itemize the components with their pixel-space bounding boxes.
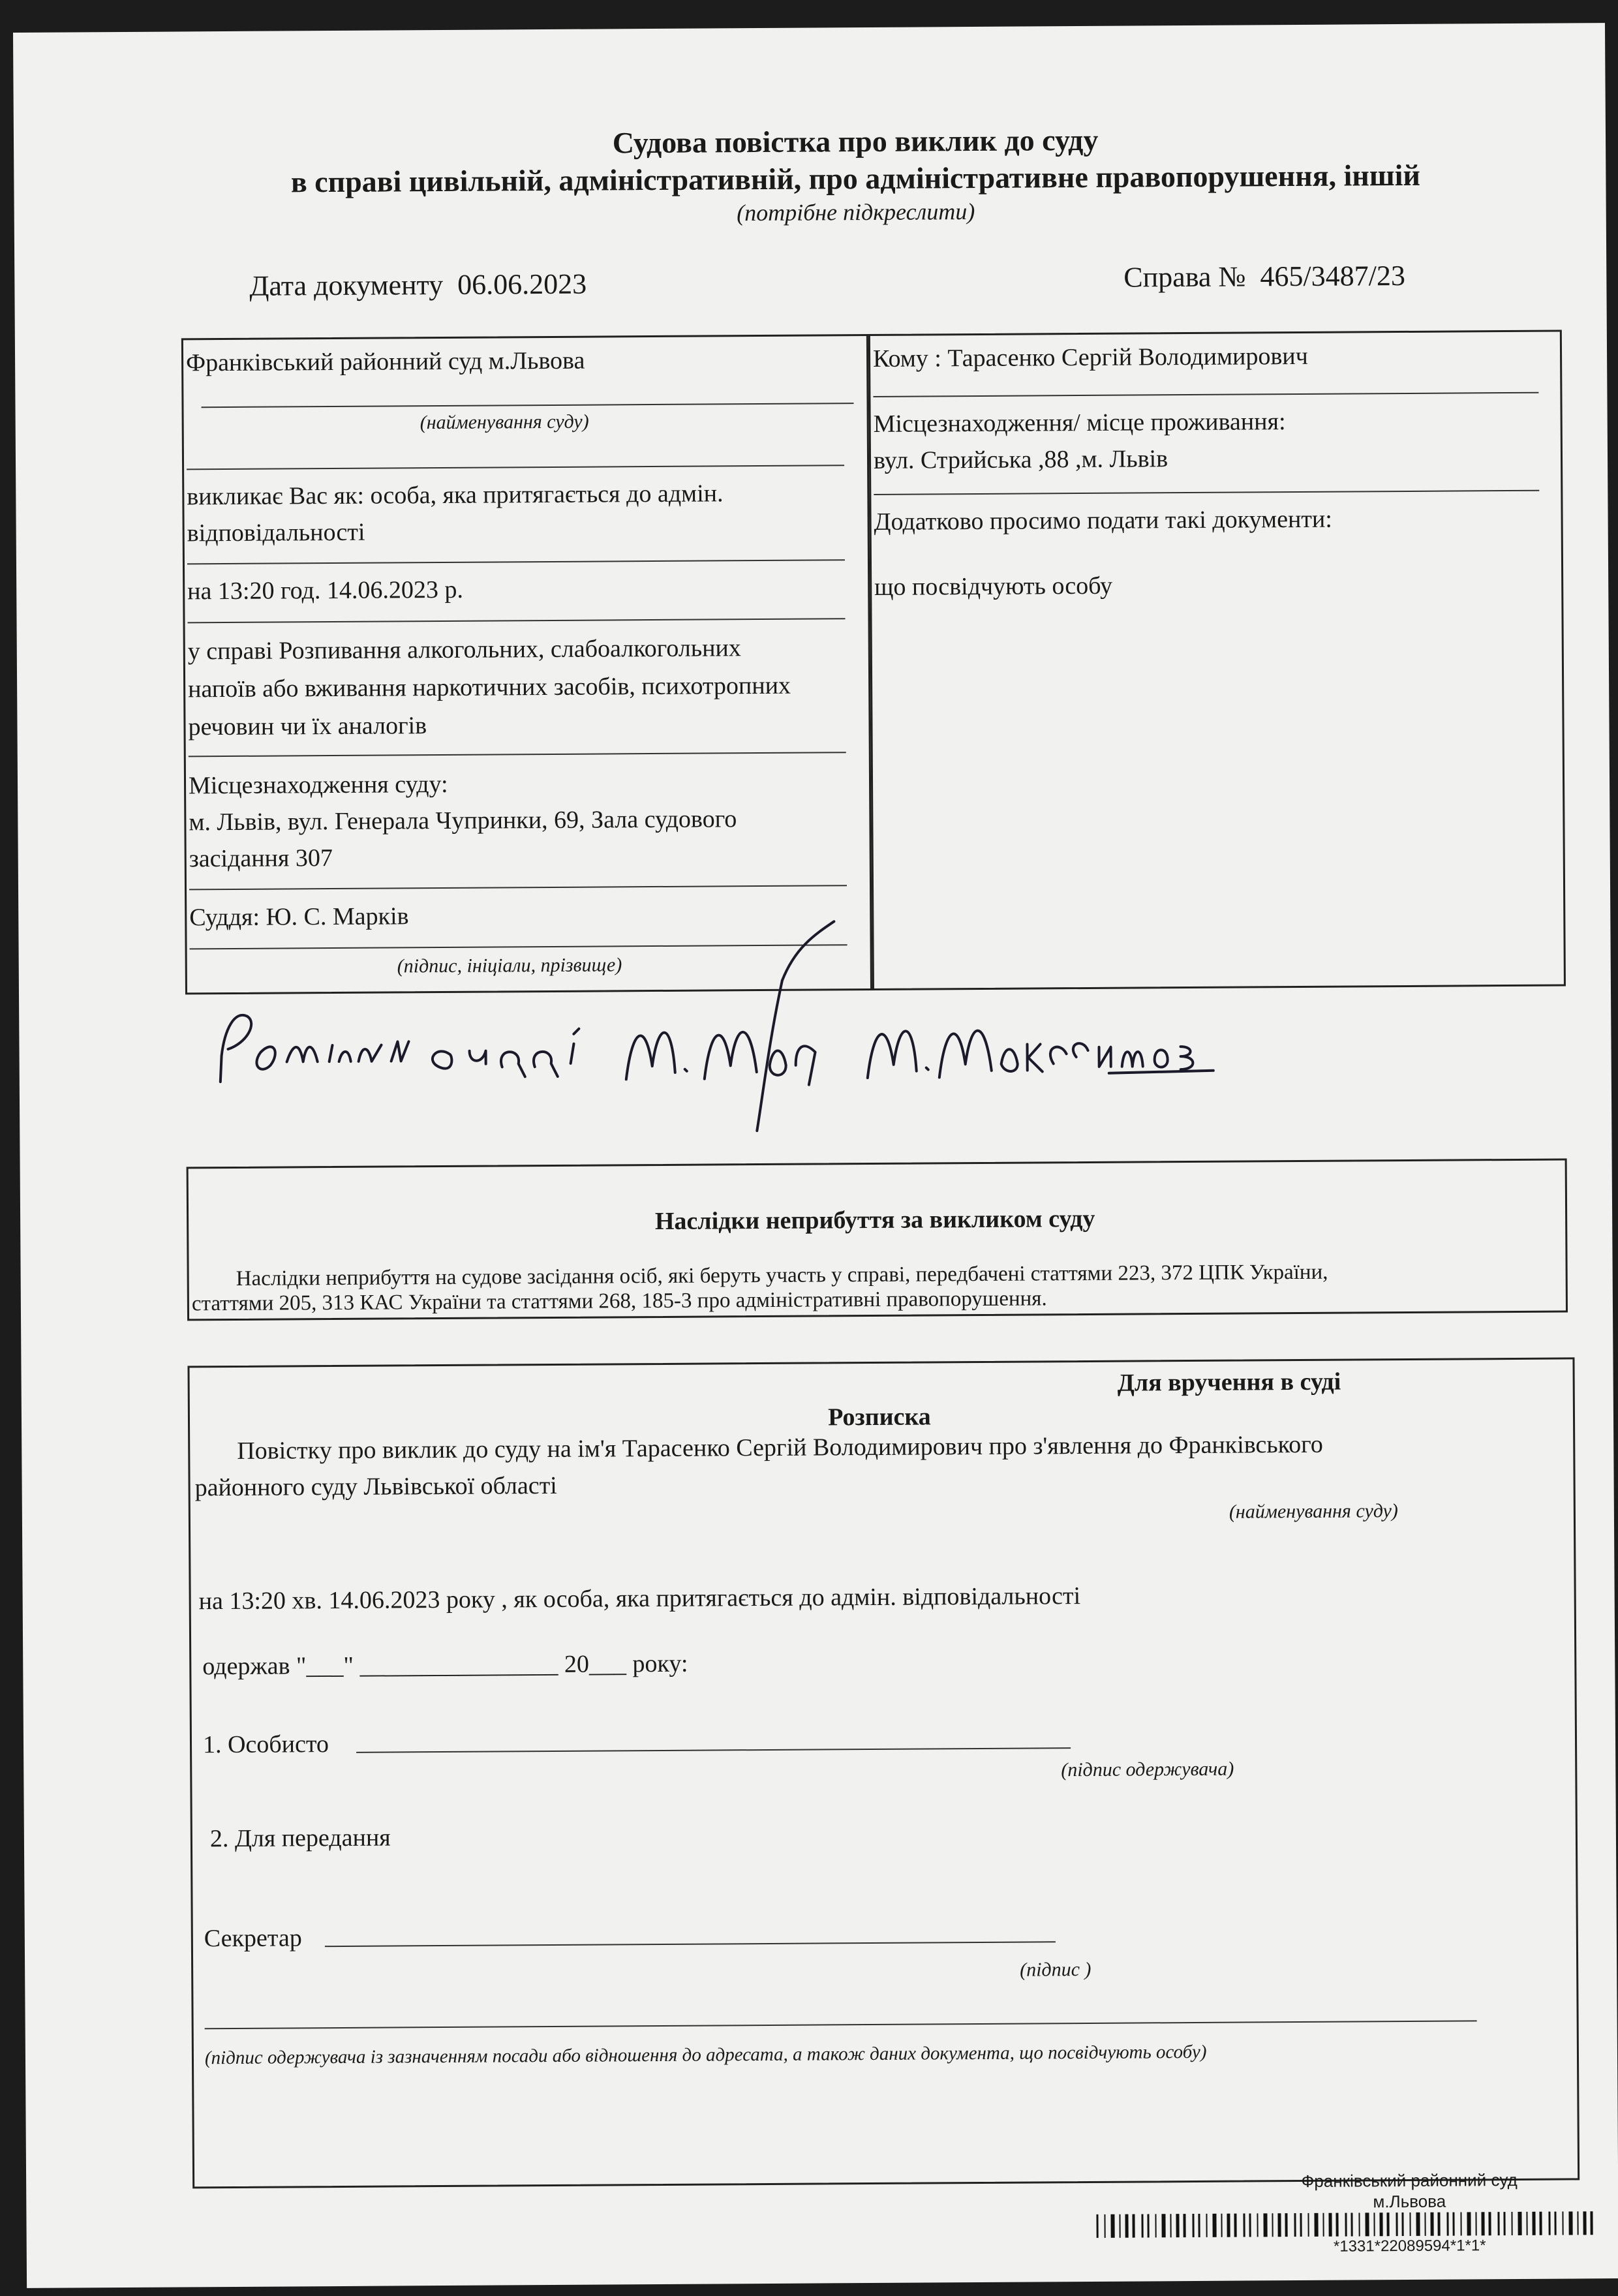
signature-caption: (підпис, ініціали, прізвище) (397, 954, 622, 977)
barcode-bar (1396, 2212, 1397, 2236)
document-date (249, 268, 587, 303)
barcode-bar (1497, 2212, 1499, 2235)
receipt-title: Розписка (828, 1403, 931, 1431)
barcode-bar (1249, 2213, 1251, 2237)
document-title: Судова повістка про виклик до суду (612, 123, 1099, 160)
barcode-bar (1430, 2212, 1433, 2236)
case-number (1123, 259, 1405, 294)
barcode-text: *1331*22089594*1*1* (1214, 2236, 1606, 2257)
barcode-bar (1562, 2212, 1563, 2235)
case-label: Справа № (1123, 260, 1246, 294)
barcode-bar (1119, 2214, 1120, 2238)
personally-label: 1. Особисто (202, 1730, 329, 1759)
barcode-bar (1227, 2214, 1230, 2237)
barcode-bar (1263, 2213, 1267, 2237)
barcode-bar (1104, 2214, 1105, 2238)
receipt-line2: районного суду Львівської області (194, 1471, 557, 1502)
barcode-bar (1409, 2212, 1411, 2236)
barcode-bar (1257, 2213, 1258, 2237)
barcode-bar (1548, 2212, 1550, 2235)
barcode-bar (1577, 2211, 1578, 2235)
barcode-bar (1386, 2212, 1389, 2236)
barcode-bar (1221, 2214, 1222, 2237)
barcode-bar (1452, 2212, 1454, 2236)
barcode-bar (1488, 2212, 1491, 2235)
case-value: 465/3487/23 (1260, 259, 1406, 293)
barcode-bar (1198, 2214, 1200, 2237)
case-description-line3: речовин чи їх аналогів (188, 712, 427, 741)
barcode-bar (1554, 2212, 1556, 2235)
recipient-signature-caption: (підпис одержувача) (1061, 1758, 1234, 1781)
barcode-bar (1373, 2212, 1375, 2236)
summons-role-line1: викликає Вас як: особа, яка притягається до адмін. (187, 480, 724, 511)
barcode-bar (1170, 2214, 1171, 2237)
barcode-bar (1460, 2212, 1461, 2235)
barcode-bar (1192, 2214, 1194, 2237)
judge-name: Суддя: Ю. С. Марків (189, 902, 409, 932)
barcode-bar (1526, 2212, 1527, 2235)
barcode-bar (1401, 2212, 1403, 2236)
handwritten-signature (207, 906, 1220, 1147)
barcode-bar (1568, 2211, 1572, 2235)
receipt-time-line: на 13:20 хв. 14.06.2023 року , як особа, яка притягається до адмін. відповідальності (198, 1582, 1081, 1615)
barcode-bar (1481, 2212, 1484, 2235)
barcode-bar (1132, 2214, 1135, 2238)
summons-document (13, 23, 1618, 2288)
barcode-bar (1328, 2213, 1332, 2237)
secretary-signature-caption: (підпис ) (1020, 1958, 1091, 1981)
case-description-line2: напоїв або вживання наркотичних засобів, психотропних (188, 671, 791, 703)
consequences-text-line1: Наслідки неприбуття на судове засідання осіб, які беруть участь у справі, передбачені статтями 223, 372 ЦПК України, (236, 1260, 1328, 1291)
court-caption: (найменування суду) (420, 410, 589, 434)
barcode-bar (1234, 2214, 1236, 2237)
barcode-bar (1467, 2212, 1471, 2235)
barcode-bar (1212, 2214, 1216, 2237)
barcode-bar (1125, 2214, 1128, 2238)
receipt-court-caption: (найменування суду) (1229, 1500, 1398, 1523)
case-description-line1: у справі Розпивання алкогольних, слабоалкогольних (187, 634, 741, 666)
court-name: Франківський районний суд м.Львова (185, 346, 585, 377)
court-location-line2: засідання 307 (189, 844, 333, 873)
barcode-bar (1446, 2212, 1448, 2236)
barcode-bar (1345, 2213, 1347, 2237)
bottom-caption: (підпис одержувача із зазначенням посади або відношення до адресата, а також даних документа, що посвідчують особу) (204, 2041, 1207, 2069)
barcode-bar (1277, 2213, 1281, 2237)
barcode-bar (1583, 2211, 1586, 2235)
barcode-bar (1314, 2213, 1318, 2237)
barcode-bar (1511, 2212, 1512, 2235)
document-subtitle: (потрібне підкреслити) (737, 198, 975, 226)
date-label: Дата документу (249, 268, 444, 302)
barcode-bar (1351, 2213, 1352, 2237)
court-location-label: Місцезнаходження суду: (188, 770, 448, 800)
consequences-text-line2: статтями 205, 313 КАС України та статтями 268, 185-3 про адміністративні правопорушення. (191, 1287, 1047, 1316)
barcode-bar (1294, 2213, 1296, 2237)
barcode-bar (1365, 2212, 1369, 2236)
barcode-bar (1416, 2212, 1420, 2236)
barcode-bar (1183, 2214, 1185, 2237)
barcode-bar (1272, 2213, 1273, 2237)
barcode-bar (1147, 2214, 1149, 2237)
barcode-bar (1307, 2213, 1309, 2237)
transfer-label: 2. Для передання (209, 1824, 391, 1853)
for-court-label: Для вручення в суді (1117, 1368, 1341, 1397)
barcode-bar (1300, 2213, 1302, 2237)
barcode-bar (1539, 2212, 1542, 2235)
barcode-bar (1322, 2213, 1324, 2237)
barcode-bar (1161, 2214, 1165, 2237)
barcode-bar (1336, 2213, 1338, 2237)
barcode-bar (1243, 2214, 1245, 2237)
barcode-bar (1206, 2214, 1207, 2237)
barcode-bar (1503, 2212, 1505, 2235)
stamp-court-name: Франківський районний суд (1301, 2169, 1518, 2191)
barcode-bar (1424, 2212, 1426, 2236)
residence-value: вул. Стрийська ,88 ,м. Львів (873, 445, 1168, 474)
barcode-bar (1096, 2214, 1098, 2238)
barcode-bar (1141, 2214, 1143, 2237)
barcode-bar (1285, 2213, 1287, 2237)
barcode-bar (1437, 2212, 1440, 2236)
hearing-time: на 13:20 год. 14.06.2023 р. (187, 575, 463, 605)
barcode-bar (1532, 2212, 1535, 2235)
barcode-bar (1590, 2211, 1593, 2235)
barcode-bar (1475, 2212, 1476, 2235)
documents-label: Додатково просимо подати такі документи: (874, 505, 1332, 536)
barcode-bar (1176, 2214, 1179, 2237)
court-location-line1: м. Львів, вул. Генерала Чупринки, 69, Зала судового (189, 805, 737, 836)
document-title-line2: в справі цивільній, адміністративній, про адміністративне правопорушення, іншій (290, 158, 1421, 199)
barcode-bar (1155, 2214, 1156, 2237)
residence-label: Місцезнаходження/ місце проживання: (873, 408, 1286, 438)
documents-value: що посвідчують особу (874, 572, 1113, 601)
received-date-line: одержав "___" ________________ 20___ року: (202, 1649, 688, 1681)
barcode-bar (1518, 2212, 1521, 2235)
date-value: 06.06.2023 (457, 268, 587, 301)
barcode-bar (1379, 2212, 1382, 2236)
consequences-title: Наслідки неприбуття за викликом суду (654, 1204, 1095, 1236)
receipt-line1: Повістку про виклик до суду на ім'я Тарасенко Сергій Володимирович про з'явлення до Франківського (237, 1430, 1323, 1465)
barcode (1096, 2211, 1605, 2238)
recipient: Кому : Тарасенко Сергій Володимирович (872, 342, 1308, 373)
summons-role-line2: відповідальності (187, 518, 365, 547)
barcode-bar (1358, 2212, 1360, 2236)
stamp-city: м.Львова (1373, 2191, 1446, 2212)
barcode-bar (1110, 2214, 1114, 2238)
secretary-label: Секретар (204, 1924, 302, 1953)
